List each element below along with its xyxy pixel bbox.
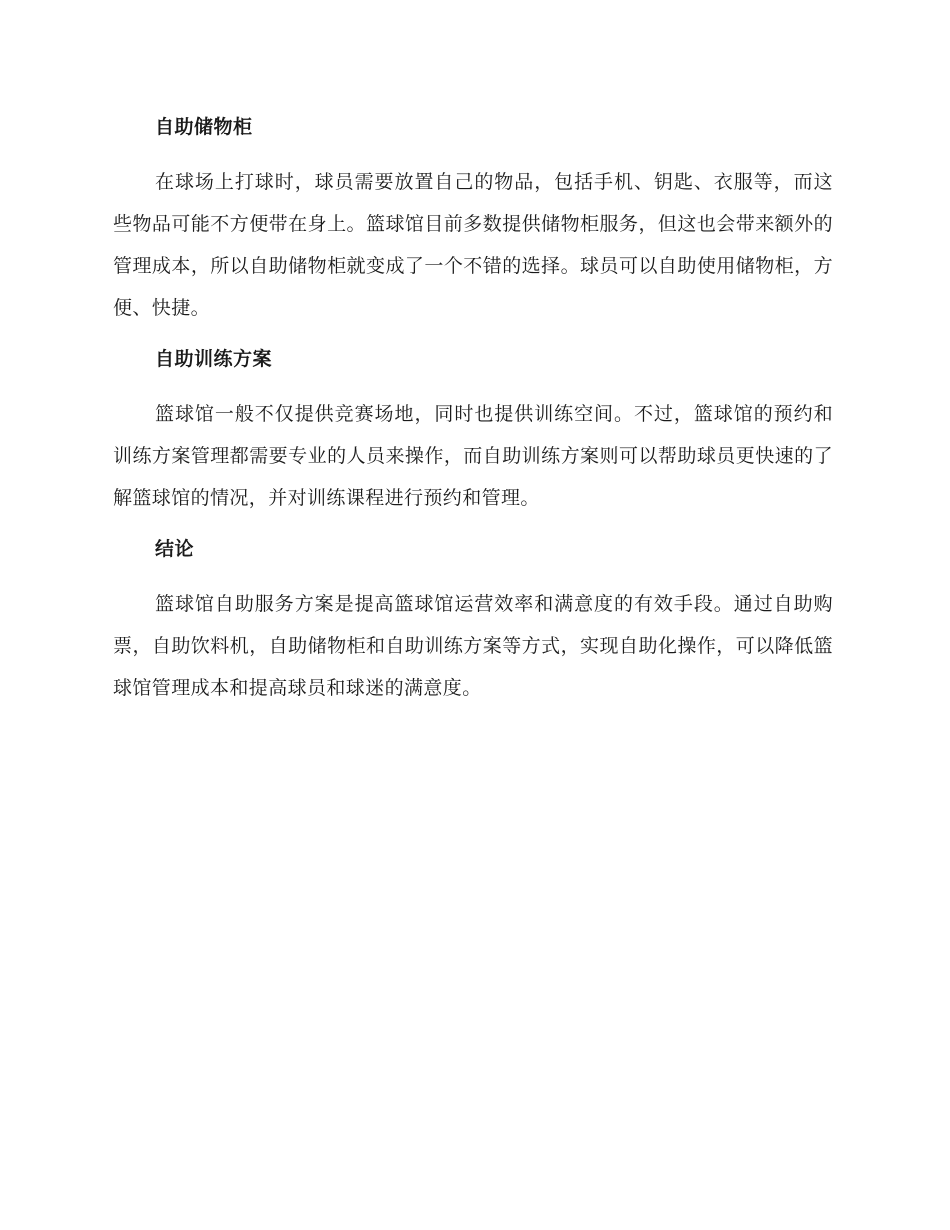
section-storage-lockers [113, 111, 833, 329]
section-training-plan [113, 343, 833, 519]
section-heading: 结论 [155, 538, 195, 560]
section-paragraph: 篮球馆自助服务方案是提高篮球馆运营效率和满意度的有效手段。通过自助购票，自助饮料机，自助储物柜和自助训练方案等方式，实现自助化操作，可以降低篮球馆管理成本和提高球员和球迷的满意度。 [113, 593, 833, 699]
section-heading: 自助储物柜 [155, 116, 253, 138]
section-conclusion [113, 533, 833, 709]
section-heading: 自助训练方案 [155, 348, 273, 370]
section-paragraph: 篮球馆一般不仅提供竞赛场地，同时也提供训练空间。不过，篮球馆的预约和训练方案管理都需要专业的人员来操作，而自助训练方案则可以帮助球员更快速的了解篮球馆的情况，并对训练课程进行预约和管理。 [113, 403, 833, 509]
document-body [113, 111, 833, 723]
section-paragraph: 在球场上打球时，球员需要放置自己的物品，包括手机、钥匙、衣服等，而这些物品可能不方便带在身上。篮球馆目前多数提供储物柜服务，但这也会带来额外的管理成本，所以自助储物柜就变成了一个不错的选择。球员可以自助使用储物柜，方便、快捷。 [113, 171, 833, 319]
